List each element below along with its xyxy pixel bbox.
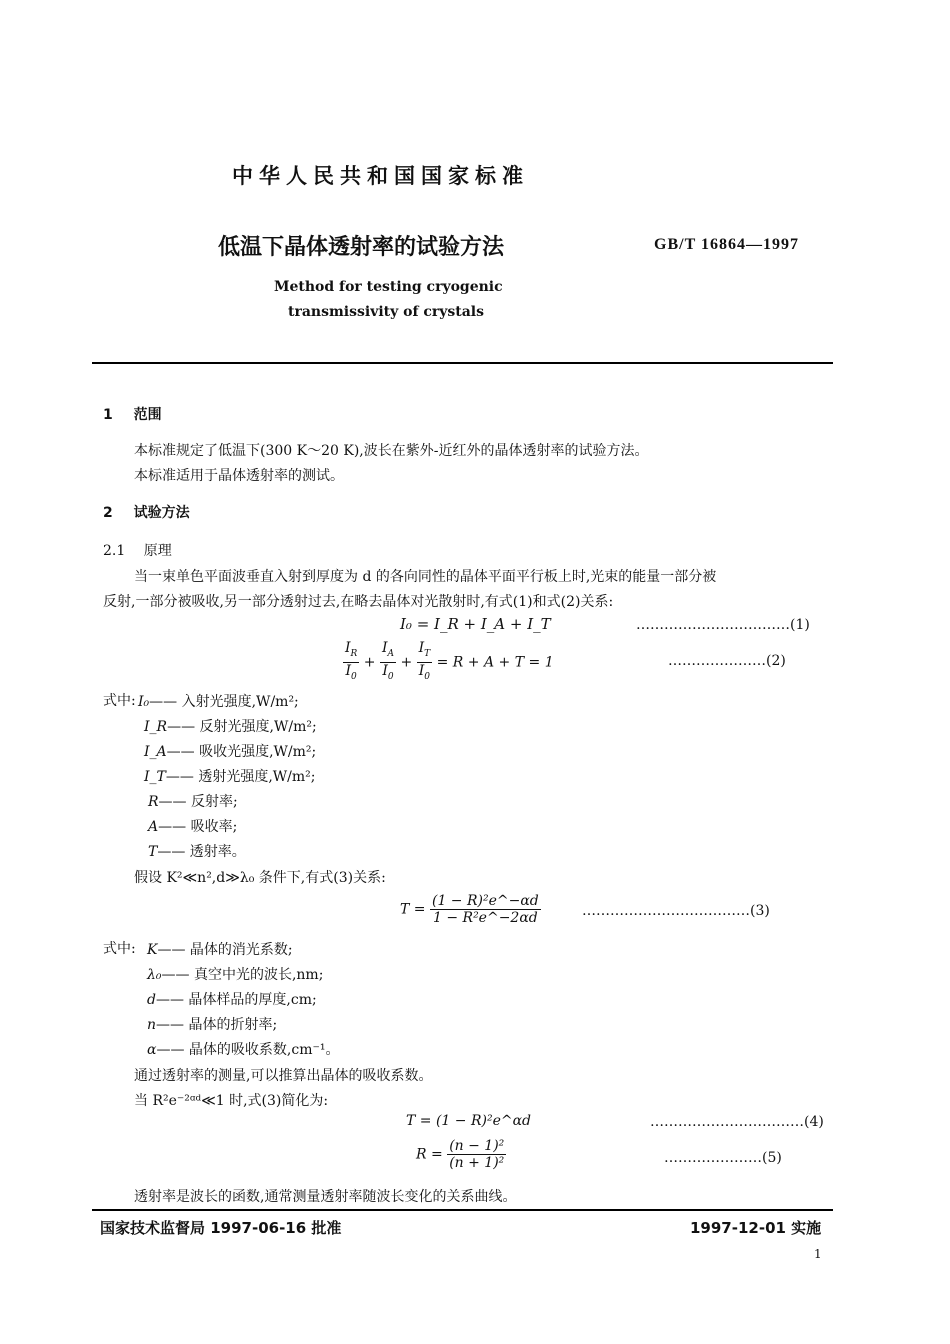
section-1-para-2: 本标准适用于晶体透射率的测试。: [134, 468, 344, 484]
equation-4: T = (1 − R)²e^αd: [406, 1113, 532, 1129]
section-2-heading: [103, 502, 190, 522]
where-item: A—— 吸收率;: [148, 819, 238, 835]
section-1-para-1: 本标准规定了低温下(300 K～20 K),波长在紫外-近红外的晶体透射率的试验方法。: [134, 443, 649, 459]
plus-sign: +: [400, 654, 413, 671]
fraction-it-i0: $\frac{I_T}{I_0}$: [418, 640, 431, 682]
where-item: I_R—— 反射光强度,W/m²;: [144, 719, 317, 735]
equation-4-number: ……………………………(4): [650, 1114, 824, 1130]
subsection-title: 原理: [143, 543, 172, 559]
final-para: 透射率是波长的函数,通常测量透射率随波长变化的关系曲线。: [134, 1189, 517, 1205]
org-title: 中华人民共和国国家标准: [232, 164, 529, 188]
where-item: λ₀—— 真空中光的波长,nm;: [147, 967, 324, 983]
fraction-ir-i0: $\frac{I_R}{I_0}$: [345, 640, 358, 682]
english-title-line2: transmissivity of crystals: [288, 304, 485, 320]
assumption-line: 假设 K²≪n²,d≫λ₀ 条件下,有式(3)关系:: [134, 870, 386, 886]
fraction-ia-i0: $\frac{I_A}{I_0}$: [381, 640, 394, 682]
simplification-para: 当 R²e⁻²ᵅᵈ≪1 时,式(3)简化为:: [134, 1093, 329, 1109]
where-item: K—— 晶体的消光系数;: [147, 942, 293, 958]
where-lead-1: 式中:: [103, 693, 136, 709]
where-lead-2: 式中:: [103, 941, 136, 957]
equation-5-number: …………………(5): [664, 1150, 782, 1166]
equation-5-numerator: (n − 1)²: [449, 1138, 505, 1154]
equation-5-fraction: [447, 1138, 506, 1171]
subsection-number: 2.1: [103, 543, 126, 559]
equation-2: [343, 640, 554, 685]
doc-title: 低温下晶体透射率的试验方法: [218, 235, 505, 260]
principle-para-line1: 当一束单色平面波垂直入射到厚度为 d 的各向同性的晶体平面平行板上时,光束的能量一部分被: [134, 569, 717, 585]
where-list-2: [147, 938, 340, 1063]
plus-sign: +: [363, 654, 376, 671]
page-number: 1: [814, 1247, 822, 1261]
where-item: n—— 晶体的折射率;: [147, 1017, 278, 1033]
section-1-heading: [103, 404, 162, 424]
equation-5-lhs: R =: [416, 1146, 443, 1163]
equation-5: [416, 1138, 506, 1171]
subsection-2-1-heading: [103, 540, 172, 560]
equation-3-numerator: (1 − R)²e^−αd: [431, 893, 539, 909]
equation-3-number: ………………………………(3): [582, 903, 770, 919]
equation-2-number: …………………(2): [668, 653, 786, 669]
section-1-number: 1: [103, 407, 113, 423]
where-item: T—— 透射率。: [148, 844, 246, 860]
equation-5-denominator: (n + 1)²: [449, 1155, 505, 1171]
header-divider: [92, 362, 833, 364]
absorption-para: 通过透射率的测量,可以推算出晶体的吸收系数。: [134, 1068, 433, 1084]
section-2-title: 试验方法: [133, 505, 190, 521]
equation-3-denominator: 1 − R²e^−2αd: [432, 910, 538, 926]
where-list-1: [138, 690, 317, 865]
english-title-line1: Method for testing cryogenic: [274, 279, 503, 295]
equation-3: [400, 893, 541, 926]
equation-3-fraction: [430, 893, 541, 926]
equation-1: I₀ = I_R + I_A + I_T: [400, 615, 551, 633]
footer-divider: [92, 1209, 833, 1211]
equation-3-lhs: T =: [400, 901, 426, 918]
where-item: α—— 晶体的吸收系数,cm⁻¹。: [147, 1042, 340, 1058]
where-item: I₀—— 入射光强度,W/m²;: [138, 694, 299, 710]
section-2-number: 2: [103, 505, 113, 521]
equation-2-rhs: = R + A + T = 1: [436, 654, 554, 671]
where-item: R—— 反射率;: [148, 794, 238, 810]
approval-line: 国家技术监督局 1997-06-16 批准: [100, 1219, 342, 1237]
where-item: I_T—— 透射光强度,W/m²;: [144, 769, 316, 785]
where-item: d—— 晶体样品的厚度,cm;: [147, 992, 317, 1008]
where-item: I_A—— 吸收光强度,W/m²;: [144, 744, 317, 760]
equation-1-number: ……………………………(1): [636, 617, 810, 633]
section-1-title: 范围: [133, 407, 162, 423]
standard-number: GB/T 16864—1997: [654, 236, 799, 253]
effective-date: 1997-12-01 实施: [690, 1219, 822, 1237]
principle-para-line2: 反射,一部分被吸收,另一部分透射过去,在略去晶体对光散射时,有式(1)和式(2)关系:: [103, 594, 614, 610]
